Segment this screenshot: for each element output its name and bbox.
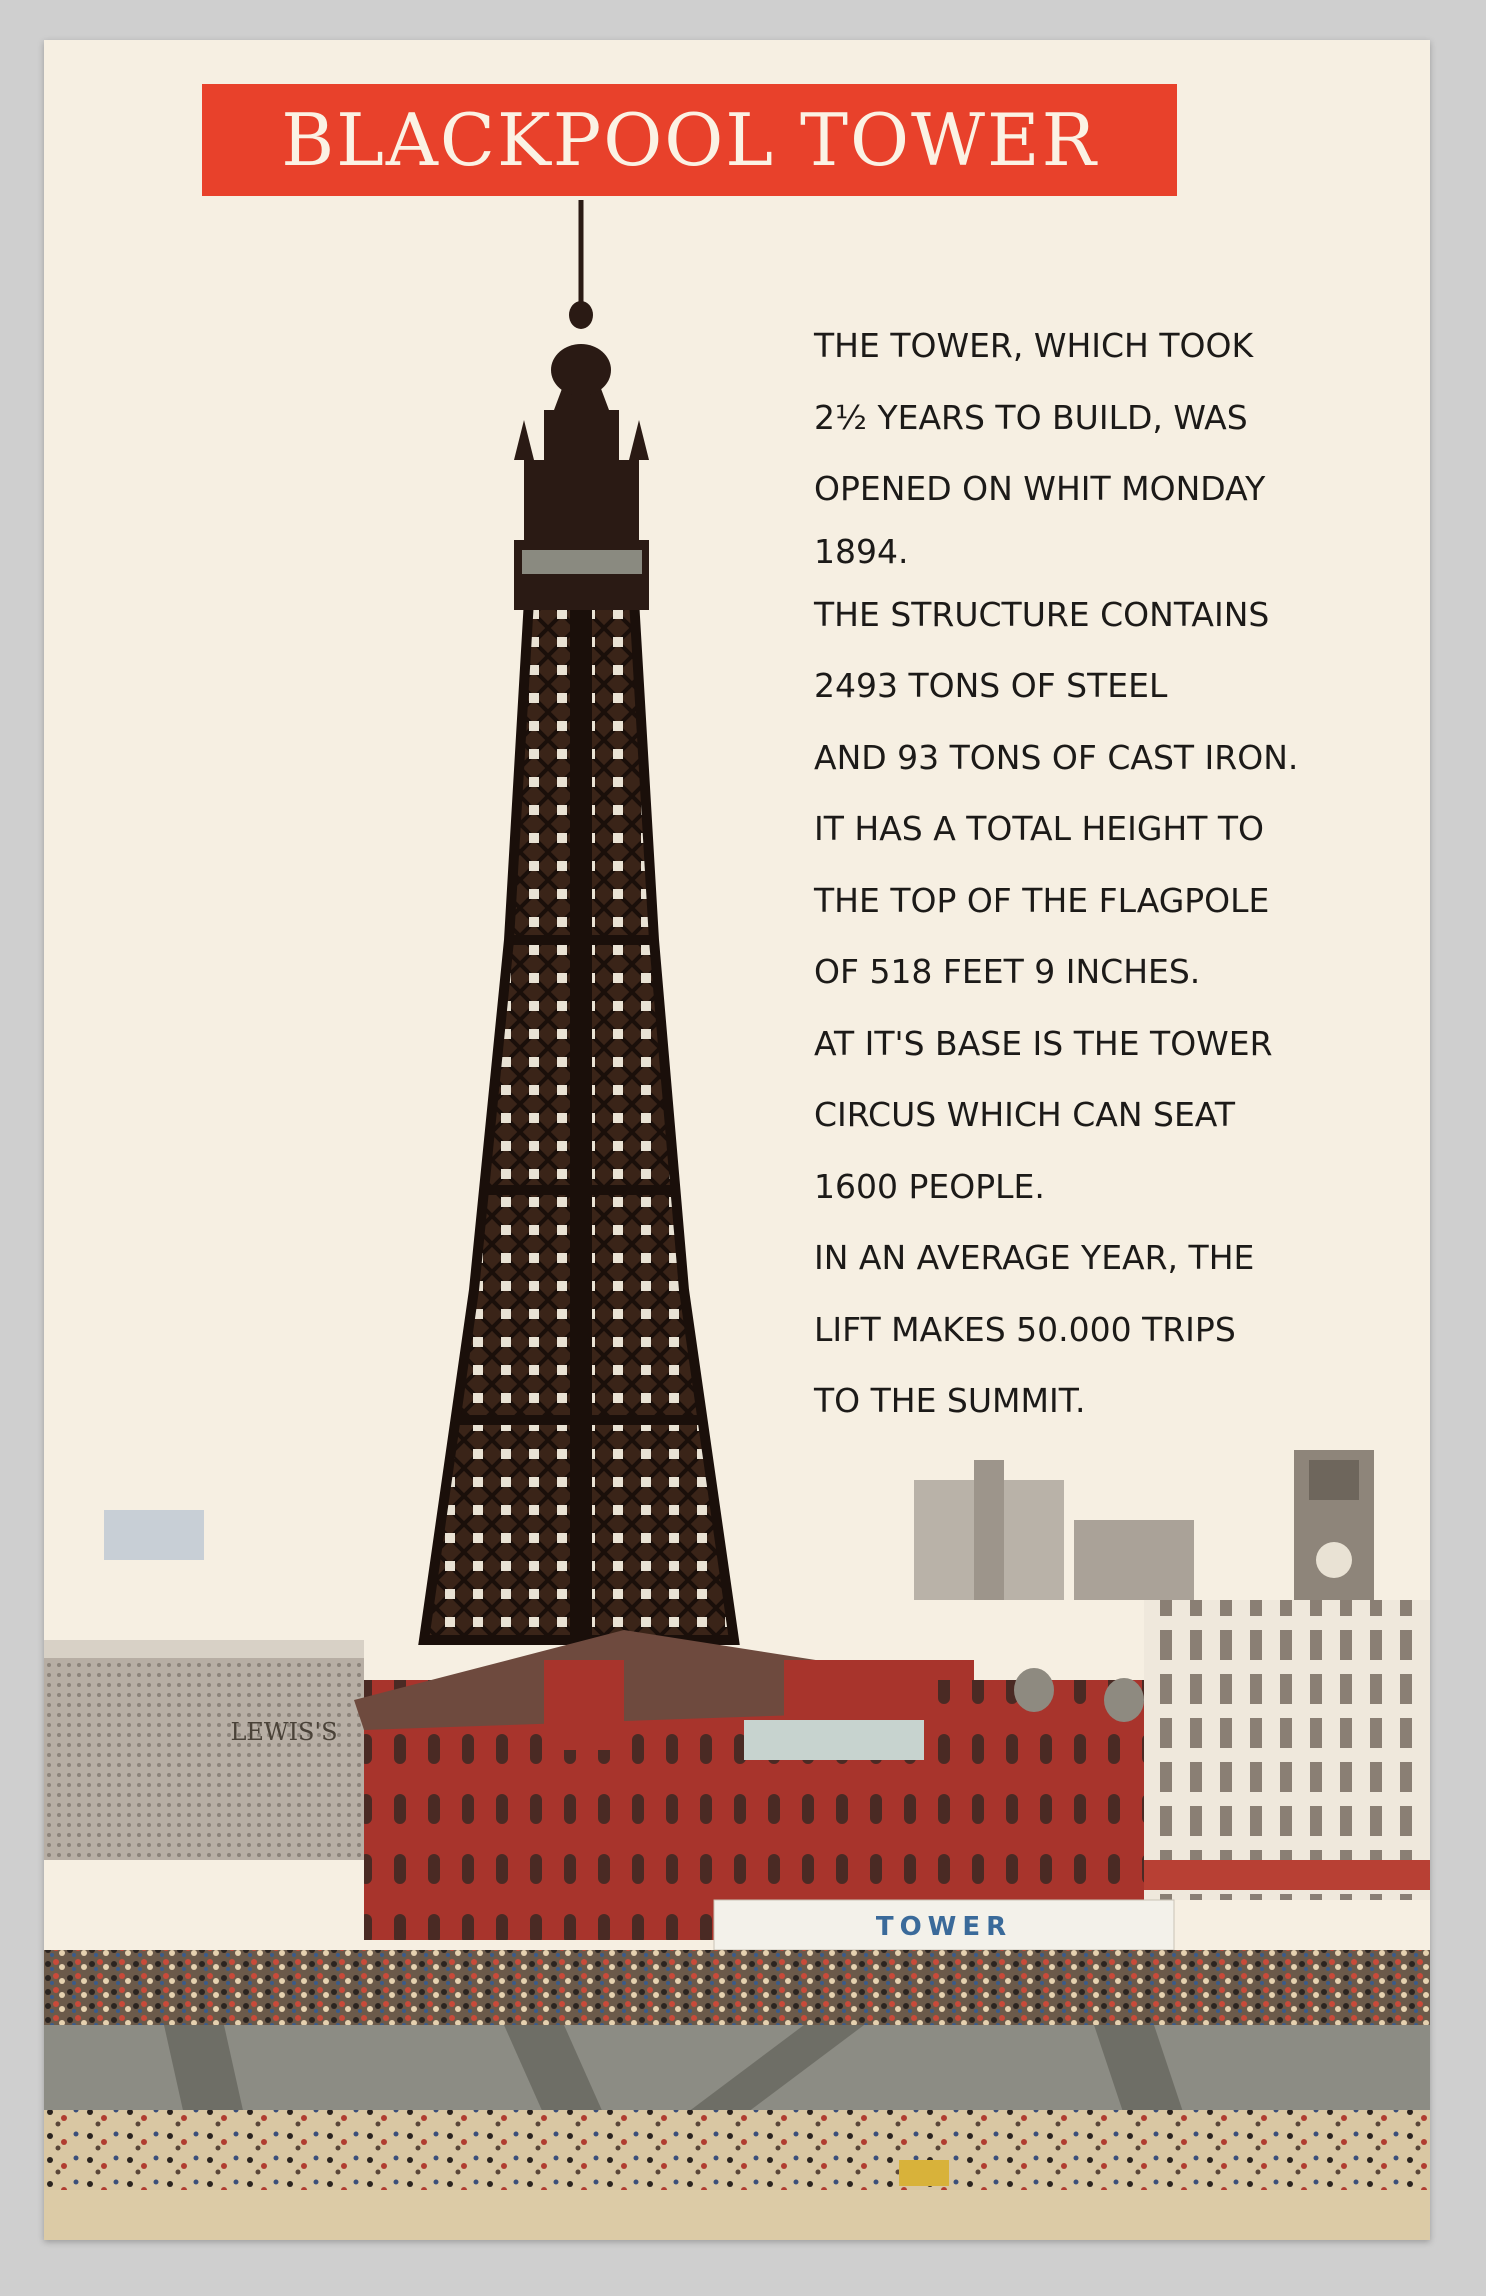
caption-text (814, 310, 1414, 1437)
caption-line: OPENED ON WHIT MONDAY (814, 469, 1266, 508)
blackpool-tower (424, 200, 734, 1640)
tower-sign-label: TOWER (875, 1912, 1013, 1942)
chimney (974, 1460, 1004, 1600)
caption-line: AT IT'S BASE IS THE TOWER (814, 1023, 1273, 1063)
promenade-crowd (44, 1950, 1430, 2030)
caption-line: CIRCUS WHICH CAN SEAT (814, 1095, 1235, 1134)
store-sign: LEWIS'S (230, 1718, 338, 1746)
lewiss-store (44, 1640, 364, 1860)
caption-line: 2493 TONS OF STEEL (814, 666, 1168, 705)
modern-building (1144, 1600, 1430, 1900)
caption-line: 1600 PEOPLE. (814, 1166, 1045, 1206)
caption-line: THE STRUCTURE CONTAINS (814, 594, 1270, 634)
clock-face-icon (1316, 1542, 1352, 1578)
caption-line: IT HAS A TOTAL HEIGHT TO (814, 809, 1265, 848)
caption-line: IN AN AVERAGE YEAR, THE (814, 1238, 1255, 1277)
caption-line: LIFT MAKES 50.000 TRIPS (814, 1309, 1236, 1349)
caption-line: 1894. (814, 531, 909, 571)
caption-line: 2½ YEARS TO BUILD, WAS (814, 397, 1248, 437)
beach-crowd (44, 2110, 1430, 2190)
postcard (44, 40, 1430, 2240)
caption-line: THE TOWER, WHICH TOOK (814, 326, 1254, 365)
beach-vehicle (899, 2160, 949, 2186)
caption-line: THE TOP OF THE FLAGPOLE (814, 880, 1270, 920)
caption-line: TO THE SUMMIT. (814, 1381, 1086, 1420)
distant-building (104, 1510, 204, 1560)
grey-building-2 (1074, 1520, 1194, 1600)
postcard-title: BLACKPOOL TOWER (281, 98, 1098, 182)
caption-line: OF 518 FEET 9 INCHES. (814, 952, 1201, 991)
caption-line: AND 93 TONS OF CAST IRON. (814, 737, 1299, 777)
